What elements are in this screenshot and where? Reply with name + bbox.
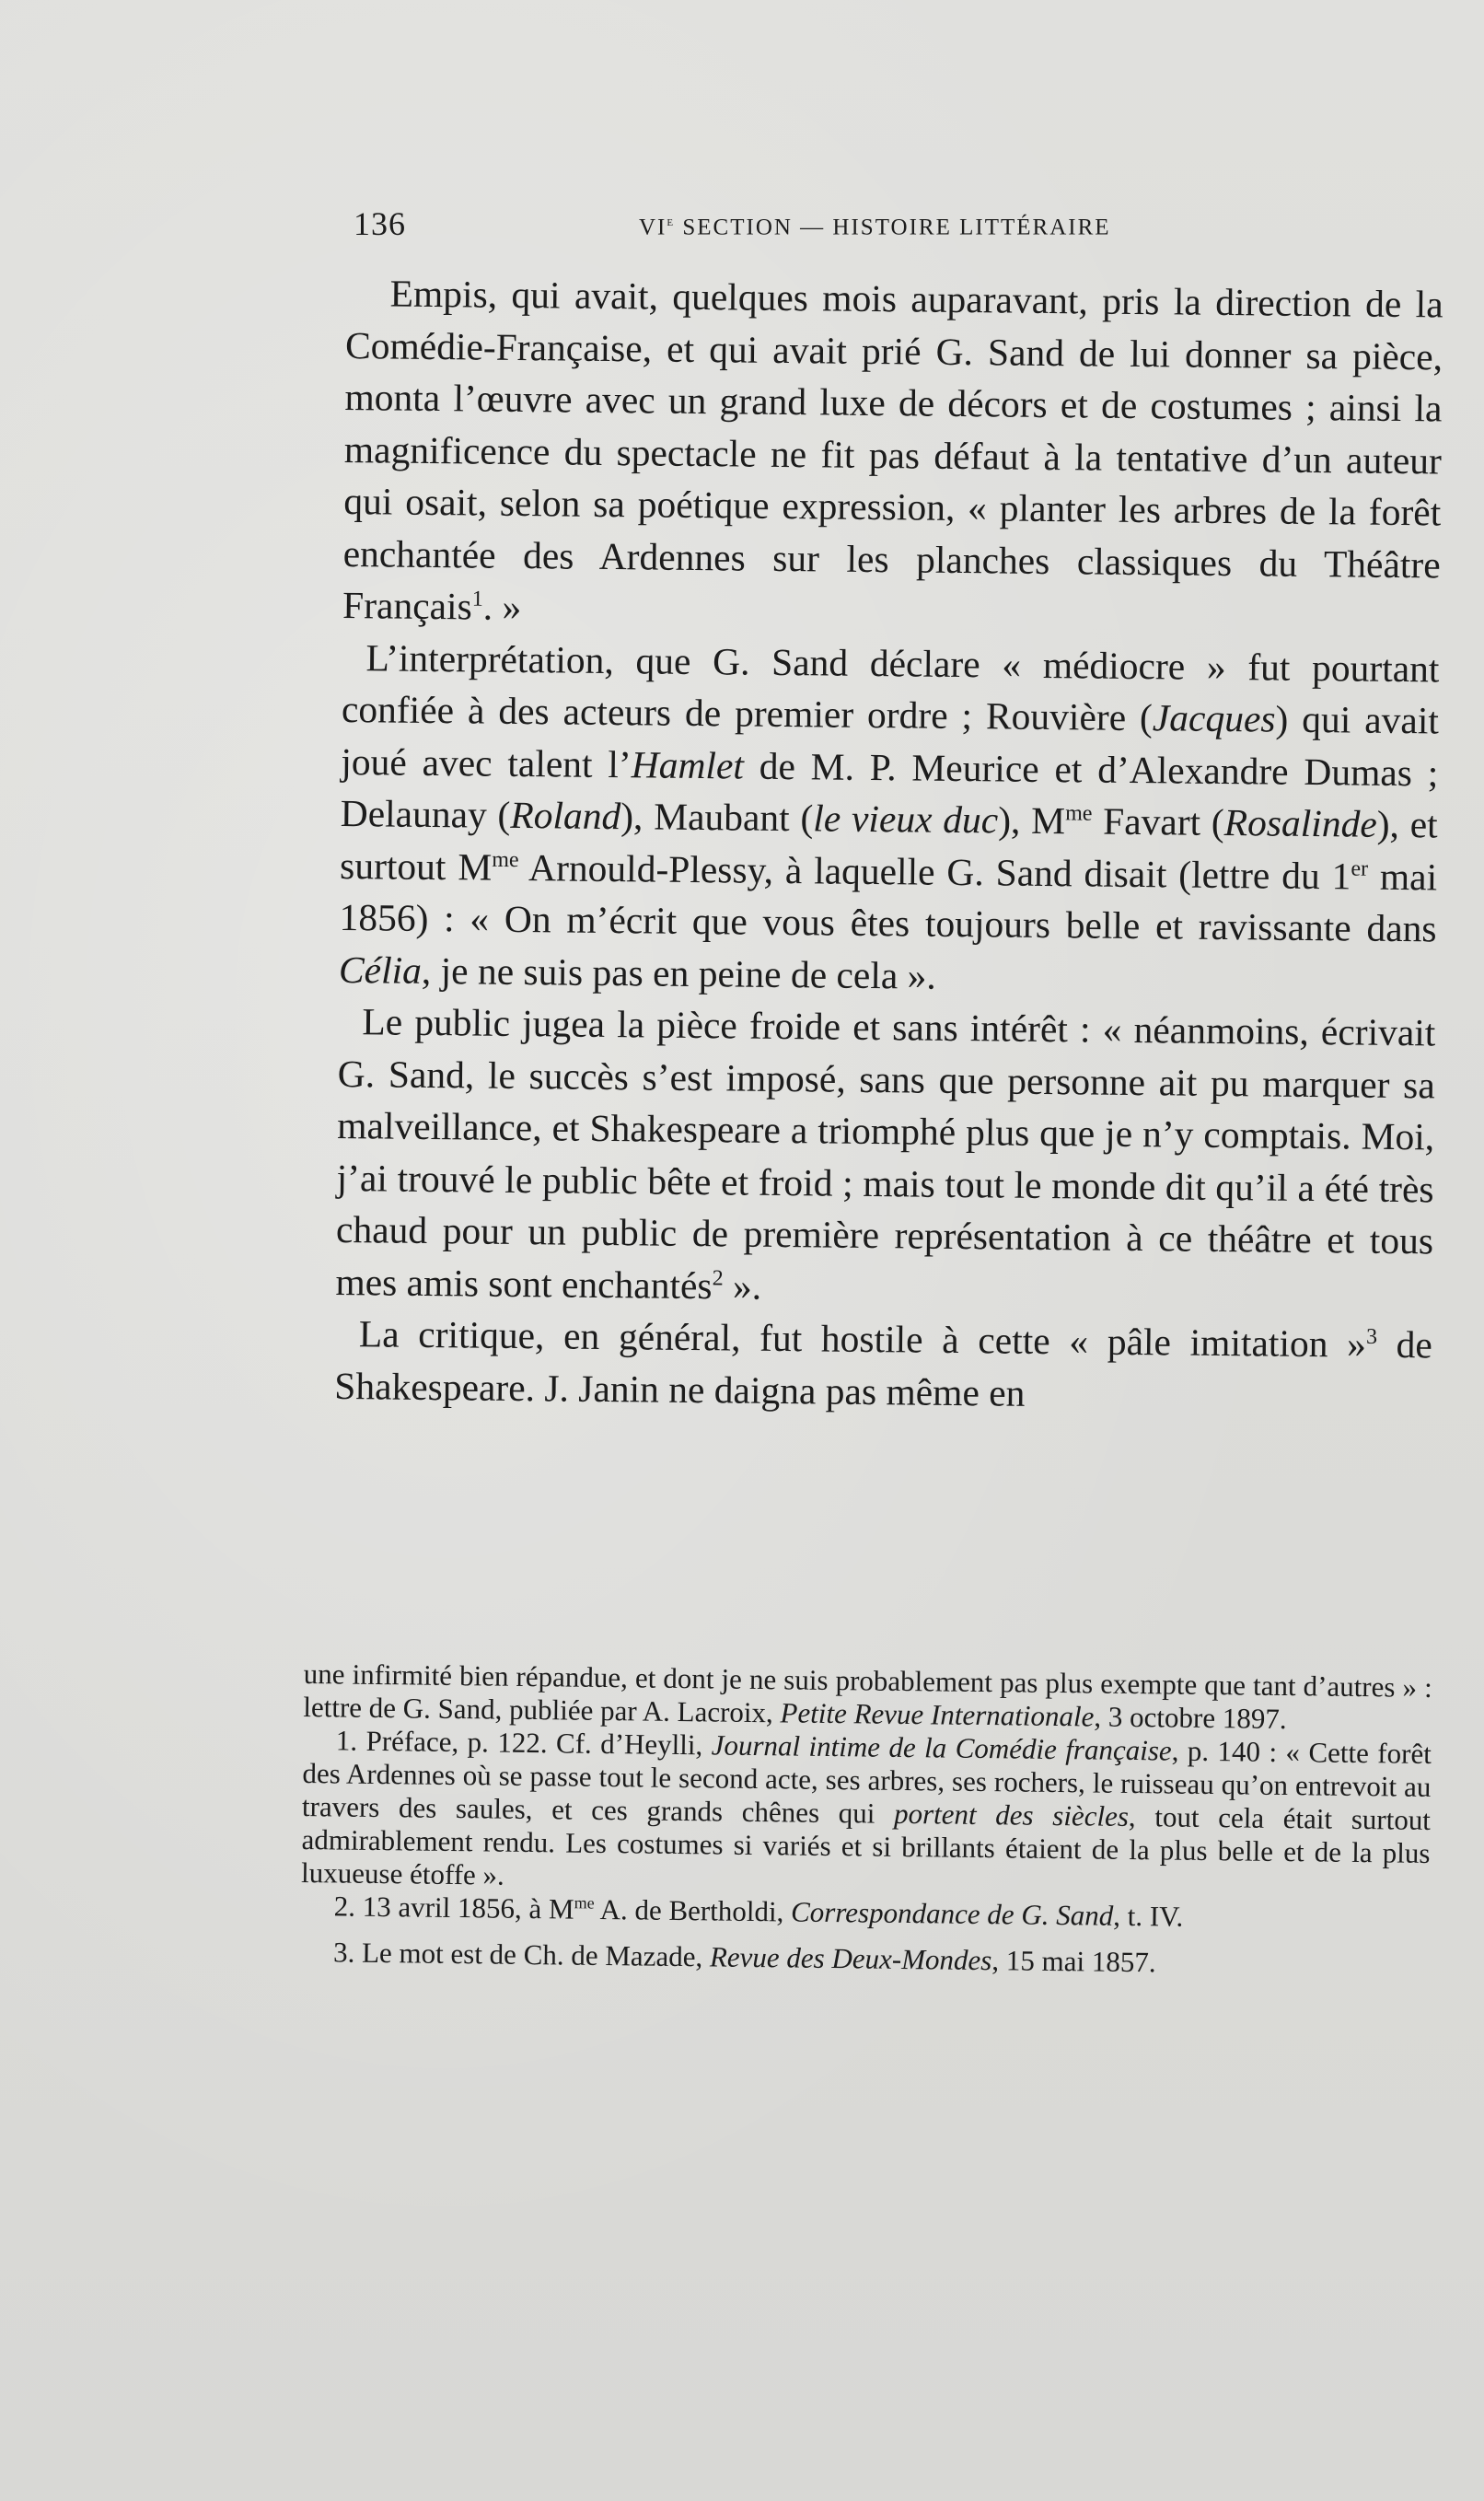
footnotes <box>300 1658 1432 1983</box>
text-run: A. de Bertholdi, <box>594 1892 792 1928</box>
paragraph-2 <box>339 631 1440 1006</box>
role-rosalinde: Rosalinde <box>1223 801 1378 845</box>
superscript: me <box>1065 801 1093 826</box>
text-run: de Shakespeare. J. Janin ne daigna pas même en <box>334 1322 1433 1414</box>
text-run: Favart ( <box>1092 799 1225 844</box>
superscript: me <box>574 1893 595 1913</box>
text-run: , je ne suis pas en peine de cela ». <box>421 948 937 997</box>
journal-title: Journal intime de la Comédie française <box>711 1728 1172 1767</box>
section-roman: VI <box>639 215 667 240</box>
text-run: 2. 13 avril 1856, à M <box>333 1890 574 1925</box>
text-run: ), Maubant ( <box>620 795 814 840</box>
footnote-ref-3: 3 <box>1365 1324 1378 1349</box>
paragraph-4 <box>334 1308 1432 1423</box>
footnote-ref-1: 1 <box>471 587 483 611</box>
text-run: , 3 octobre 1897. <box>1094 1700 1287 1736</box>
footnote-1 <box>301 1724 1432 1903</box>
text-run: Empis, qui avait, quelques mois auparavant, pris la direction de la Comédie-Française, et qui avait prié G. Sand de lui donner sa pièce, monta l’œuvre avec un grand luxe de décors et de costumes ; ainsi la magnificence du spectacle ne fit pas défaut à la tentative d’un auteur qui osait, selon sa poétique expression, « planter les arbres de la forêt enchantée des Ardennes sur les planches classiques du Théâtre Français <box>342 272 1443 628</box>
paragraph-1 <box>342 267 1443 643</box>
text-run: 1. Préface, p. 122. Cf. d’Heylli, <box>335 1724 712 1762</box>
text-run: , 15 mai 1857. <box>991 1944 1156 1979</box>
text-run: ) qui avait joué avec talent l’ <box>341 697 1440 785</box>
paragraph-3 <box>335 995 1435 1319</box>
role-celia: Célia <box>338 948 423 992</box>
text-run: de M. P. Meurice et d’Alexandre Dumas ; Delaunay ( <box>340 744 1439 836</box>
footnote-3 <box>300 1936 1429 1983</box>
page-header <box>354 204 1182 245</box>
text-run: , p. 140 : « Cette forêt des Ardennes où se passe tout le second acte, ses arbres, ses rochers, le ruisseau qu’on entrevoit au travers des saules, et ces grands chênes qui <box>301 1734 1432 1830</box>
text-run: 3. Le mot est de Ch. de Mazade, <box>332 1936 711 1973</box>
text-run: , tout cela était surtout admirablement rendu. Les costumes si variés et si brillants étaient de la plus belle et de la plus luxueuse étoffe ». <box>300 1799 1432 1891</box>
text-run: La critique, en général, fut hostile à cette « pâle imitation » <box>358 1312 1367 1366</box>
text-run: ». <box>723 1263 762 1308</box>
text-run: une infirmité bien répandue, et dont je ne suis probablement pas plus exempte que tant d’autres » : lettre de G. Sand, publiée par A. Lacroix, <box>303 1658 1432 1729</box>
page-number: 136 <box>354 205 406 242</box>
superscript: er <box>1351 856 1369 881</box>
text-run: , t. IV. <box>1113 1899 1184 1933</box>
role-jacques: Jacques <box>1152 696 1276 740</box>
role-vieux-duc: le vieux duc <box>813 797 999 842</box>
title-hamlet: Hamlet <box>631 742 745 787</box>
section-sup: e <box>667 214 676 229</box>
text-run: ), et surtout M <box>339 802 1438 889</box>
text-run: Le public jugea la pièce froide et sans intérêt : « néanmoins, écrivait G. Sand, le succès s’est imposé, sans que personne ait pu marquer sa malveillance, et Shakespeare a triomphé plus que je n’y comptais. Moi, j’ai trouvé le public bête et froid ; mais tout le monde dit qu’il a été très chaud pour un public de première représentation à ce théâtre et tous mes amis sont enchantés <box>335 1000 1436 1307</box>
superscript: me <box>492 847 519 872</box>
journal-title: Petite Revue Internationale <box>780 1696 1095 1733</box>
section-title: SECTION — HISTOIRE LITTÉRAIRE <box>682 215 1111 240</box>
footnote-ref-2: 2 <box>712 1265 724 1291</box>
text-run: ), M <box>997 798 1066 843</box>
text-run: Arnould-Plessy, à laquelle G. Sand disait (lettre du 1 <box>518 845 1351 897</box>
role-roland: Roland <box>510 793 621 838</box>
text-run: mai 1856) : « On m’écrit que vous êtes toujours belle et ravissante dans <box>339 855 1438 950</box>
running-head <box>639 214 1111 240</box>
text-run: L’interprétation, que G. Sand déclare « médiocre » fut pourtant confiée à des acteurs de premier ordre ; Rouvière ( <box>341 635 1440 739</box>
quoted-phrase: portent des siècles <box>893 1797 1130 1832</box>
body-text <box>334 267 1443 1423</box>
journal-title: Revue des Deux-Mondes <box>709 1940 992 1977</box>
book-title: Correspondance de G. Sand <box>790 1895 1114 1932</box>
text-run: . » <box>482 585 522 629</box>
